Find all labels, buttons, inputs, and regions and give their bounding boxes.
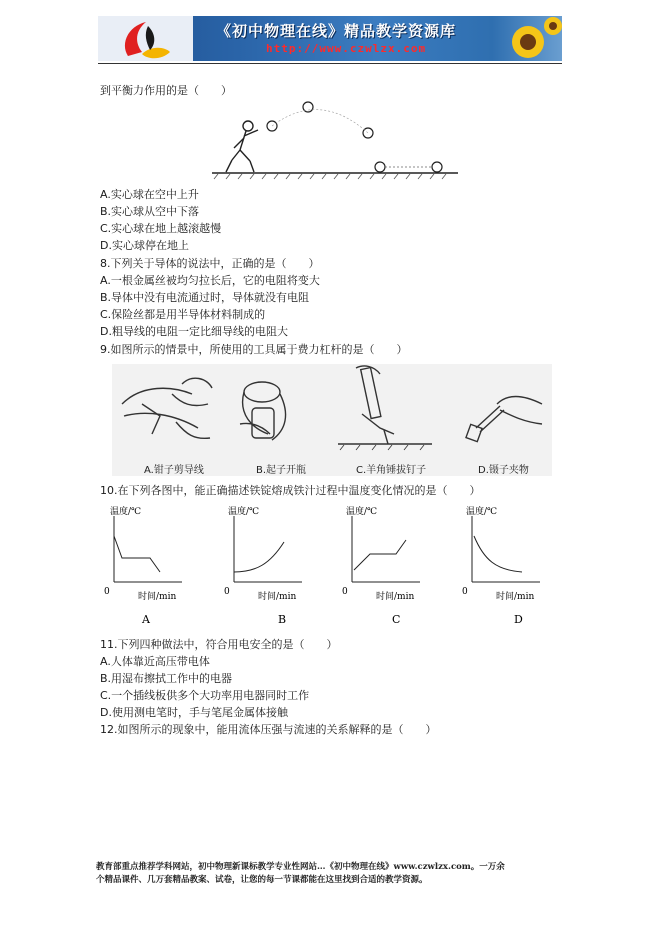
q10-graph-d-ylabel: 温度/℃ [466, 507, 498, 517]
q9-tools-drawing [112, 364, 552, 456]
q7-stem-end: 到平衡力作用的是（ ） [100, 84, 232, 97]
q10-graph-d-label: D [514, 613, 523, 626]
q10-graph-c [342, 505, 420, 626]
q11-option-c: C.一个插线板供多个大功率用电器同时工作 [100, 689, 310, 702]
q8-option-d: D.粗导线的电阻一定比细导线的电阻大 [100, 325, 288, 338]
q8-option-b: B.导体中没有电流通过时，导体就没有电阻 [100, 291, 310, 304]
q9-caption-d: D.镊子夹物 [478, 465, 529, 476]
q10-graph-d-origin: 0 [462, 587, 468, 597]
q9-tools-figure [112, 364, 552, 476]
header-banner [98, 16, 562, 61]
q11-stem: 11.下列四种做法中，符合用电安全的是（ ） [100, 638, 338, 651]
q10-graph-c-xlabel: 时间/min [376, 592, 415, 602]
bottle-opener-icon [240, 382, 286, 440]
q8-option-a: A.一根金属丝被均匀拉长后，它的电阻将变大 [100, 274, 320, 287]
header-rule [98, 63, 562, 64]
q7-ball-trajectory-figure [210, 98, 460, 182]
q10-graph-a [104, 505, 182, 626]
q10-graph-a-origin: 0 [104, 587, 110, 597]
q7-option-b: B.实心球从空中下落 [100, 205, 200, 218]
q10-graph-c-origin: 0 [342, 587, 348, 597]
q7-option-d: D.实心球停在地上 [100, 239, 189, 252]
q10-graph-d [462, 505, 540, 626]
q7-option-c: C.实心球在地上越滚越慢 [100, 222, 222, 235]
q10-graphs-figure [96, 500, 564, 632]
q7-option-a: A.实心球在空中上升 [100, 188, 199, 201]
q11-option-a: A.人体靠近高压带电体 [100, 655, 210, 668]
banner-title: 《初中物理在线》精品教学资源库 [216, 22, 457, 40]
q8-option-c: C.保险丝都是用半导体材料制成的 [100, 308, 266, 321]
q10-graph-a-xlabel: 时间/min [138, 592, 177, 602]
q12-stem: 12.如图所示的现象中，能用流体压强与流速的关系解释的是（ ） [100, 723, 437, 736]
q10-graph-b-ylabel: 温度/℃ [228, 507, 260, 517]
q11-option-d: D.使用测电笔时，手与笔尾金属体接触 [100, 706, 288, 719]
footer-line-1: 教育部重点推荐学科网站，初中物理新课标教学专业性网站…《初中物理在线》www.czwlzx.com。一万余 [96, 862, 505, 872]
q10-graph-d-xlabel: 时间/min [496, 592, 535, 602]
q10-graph-b-label: B [278, 613, 287, 626]
q10-graph-c-ylabel: 温度/℃ [346, 507, 378, 517]
q11-option-b: B.用湿布擦拭工作中的电器 [100, 672, 233, 685]
q10-graph-c-label: C [392, 613, 401, 626]
q10-graph-a-ylabel: 温度/℃ [110, 507, 142, 517]
q10-stem: 10.在下列各图中，能正确描述铁锭熔成铁汁过程中温度变化情况的是（ ） [100, 484, 481, 497]
footer-line-2: 个精品课件、几万套精品教案、试卷，让您的每一节课都能在这里找到合适的教学资源。 [96, 875, 428, 885]
q8-stem: 8.下列关于导体的说法中，正确的是（ ） [100, 257, 320, 270]
claw-hammer-icon [338, 366, 432, 450]
pliers-icon [122, 378, 212, 438]
q9-caption-a: A.钳子剪导线 [144, 465, 204, 476]
tweezers-icon [466, 397, 542, 442]
q10-graph-a-label: A [142, 613, 150, 626]
q10-graph-b-origin: 0 [224, 587, 230, 597]
q9-caption-b: B.起子开瓶 [256, 465, 307, 476]
q10-graph-b [224, 505, 302, 626]
banner-url: http://www.czwlzx.com [266, 42, 427, 55]
q9-caption-c: C.羊角锤拔钉子 [356, 465, 427, 476]
q10-graph-b-xlabel: 时间/min [258, 592, 297, 602]
q9-stem: 9.如图所示的情景中，所使用的工具属于费力杠杆的是（ ） [100, 343, 408, 356]
